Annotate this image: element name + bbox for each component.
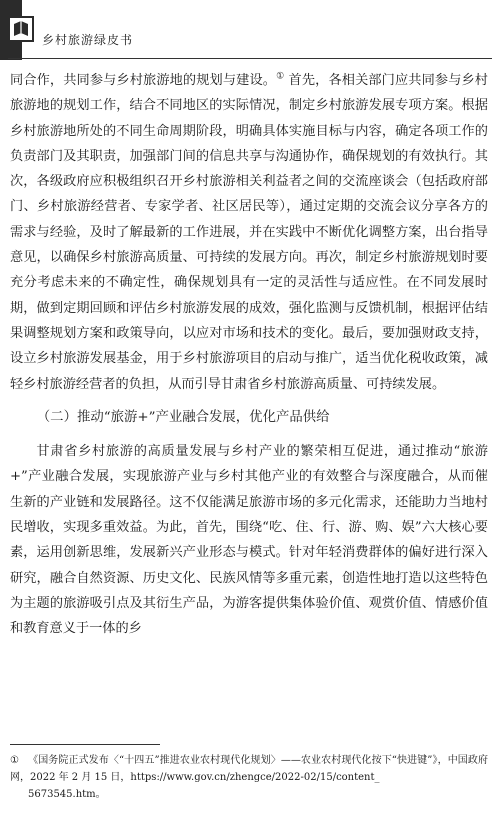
footnote-text: 《国务院正式发布〈“十四五”推进农业农村现代化规划〉——农业农村现代化按下“快进键”》，中国政府网，2022 年 2 月 15 日，https://www.gov.cn/zhengce/2022-02/15/content_ [10,755,488,783]
body-text [10,68,488,642]
footnote-reference[interactable]: ① [276,71,285,82]
paragraph-1 [10,68,488,397]
green-book-logo-icon [8,16,34,42]
section-heading: （二）推动“旅游+”产业融合发展，优化产品供给 [36,409,330,425]
page-header [0,0,498,70]
footnote-number: ① [10,755,19,766]
paragraph-1-text-start: 同合作，共同参与乡村旅游地的规划与建设。 [10,73,277,88]
paragraph-1-text-end: 首先，各相关部门应共同参与乡村旅游地的规划工作，结合不同地区的实际情况，制定乡村旅游发展专项方案。根据乡村旅游地所处的不同生命周期阶段，明确具体实施目标与内容，确定各项工作的负责部门及其职责，加强部门间的信息共享与沟通协作，确保规划的有效执行。其次，各级政府应积极组织召开乡村旅游相关利益者之间的交流座谈会（包括政府部门、乡村旅游经营者、专家学者、社区居民等），通过定期的交流会议分享各方的需求与经验，及时了解最新的工作进展，并在实践中不断优化调整方案，出台指导意见，以确保乡村旅游高质量、可持续的发展方向。再次，制定乡村旅游规划时要充分考虑未来的不确定性，确保规划具有一定的灵活性与适应性。在不同发展时期，做到定期回顾和评估乡村旅游发展的成效，强化监测与反馈机制，根据评估结果调整规划方案和政策导向，以应对市场和技术的变化。最后，要加强财政支持，设立乡村旅游发展基金，用于乡村旅游项目的启动与推广，适当优化税收政策，减轻乡村旅游经营者的负担，从而引导甘肃省乡村旅游高质量、可持续发展。 [10,73,488,392]
series-title: 乡村旅游绿皮书 [42,33,134,47]
footnote-divider [10,744,160,745]
footnote [10,752,488,803]
footnote-url-end: 5673545.htm。 [28,789,106,800]
paragraph-2: 甘肃省乡村旅游的高质量发展与乡村产业的繁荣相互促进，通过推动“旅游+”产业融合发展，实现旅游产业与乡村其他产业的有效整合与深度融合，从而催生新的产业链和发展路径。这不仅能满足旅游市场的多元化需求，还能助力当地村民增收，实现多重效益。为此，首先，围绕“吃、住、行、游、购、娱”六大核心要素，运用创新思维，发展新兴产业形态与模式。针对年轻消费群体的偏好进行深入研究，融合自然资源、历史文化、民族风情等多重元素，创造性地打造以这些特色为主题的旅游吸引点及其衍生产品，为游客提供集体验价值、观赏价值、情感价值和教育意义于一体的乡 [10,444,488,637]
header-divider [8,58,492,59]
